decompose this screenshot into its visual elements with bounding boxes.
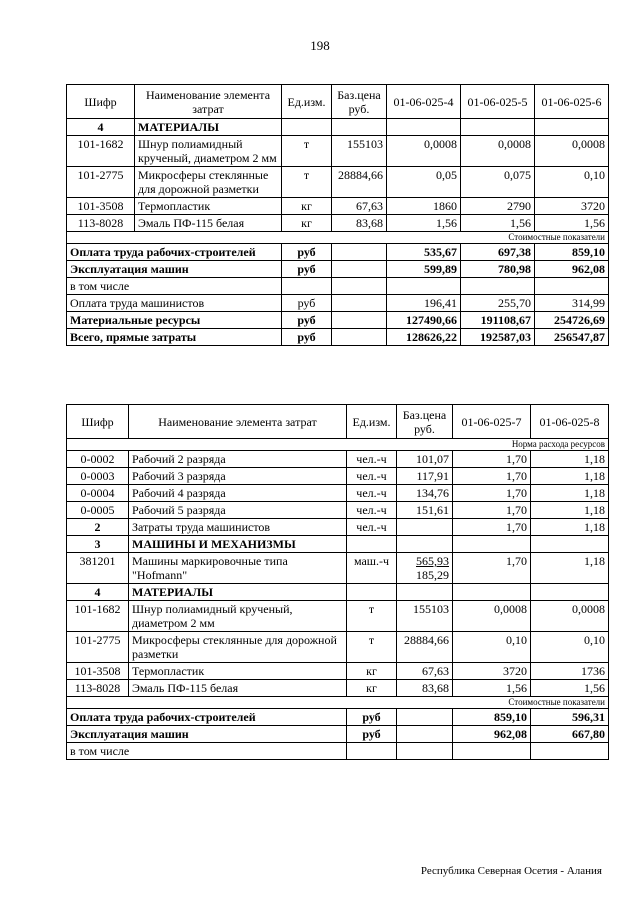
row-value: 0,075 [461,167,535,198]
cost-value: 859,10 [453,709,531,726]
row-unit: кг [282,215,332,232]
table-header-row [67,405,609,439]
row-value: 2790 [461,198,535,215]
cost-value: 859,10 [535,244,609,261]
empty-cell [397,584,453,601]
row-name: Рабочий 5 разряда [129,502,347,519]
section-code: 3 [67,536,129,553]
row-price: 83,68 [397,680,453,697]
header-col-1: 01-06-025-7 [453,405,531,439]
row-price: 67,63 [397,663,453,680]
cost-value: 599,89 [387,261,461,278]
row-value: 0,0008 [387,136,461,167]
cost-row [67,743,609,760]
machine-row [67,553,609,584]
row-price [397,519,453,536]
material-row [67,215,609,232]
row-code: 101-1682 [67,601,129,632]
row-name: Шнур полиамидный крученый, диаметром 2 мм [129,601,347,632]
worker-row [67,502,609,519]
row-code: 101-1682 [67,136,135,167]
cost-name: Оплата труда рабочих-строителей [67,244,282,261]
header-col-2: 01-06-025-8 [531,405,609,439]
empty-cell [332,278,387,295]
empty-cell [347,584,397,601]
row-name: Микросферы стеклянные для дорожной разметки [135,167,282,198]
row-unit: кг [347,663,397,680]
row-price: 28884,66 [332,167,387,198]
norm-label-row [67,439,609,451]
cost-value: 254726,69 [535,312,609,329]
empty-cell [332,295,387,312]
cost-value [453,743,531,760]
row-code: 2 [67,519,129,536]
cost-name: Эксплуатация машин [67,726,347,743]
empty-cell [531,536,609,553]
header-col-2: 01-06-025-5 [461,85,535,119]
material-row [67,601,609,632]
row-unit: кг [347,680,397,697]
header-name: Наименование элемента затрат [135,85,282,119]
cost-value: 127490,66 [387,312,461,329]
resource-table-2 [66,404,609,760]
row-value: 0,0008 [461,136,535,167]
row-value: 1,18 [531,553,609,584]
row-value: 1,56 [531,680,609,697]
header-code: Шифр [67,85,135,119]
row-value: 1,70 [453,485,531,502]
row-value: 3720 [535,198,609,215]
empty-cell [332,244,387,261]
cost-name: в том числе [67,743,347,760]
cost-value: 697,38 [461,244,535,261]
empty-cell [332,119,387,136]
row-name: Рабочий 4 разряда [129,485,347,502]
section-row [67,584,609,601]
row-code: 113-8028 [67,215,135,232]
material-row [67,663,609,680]
section-title: МАТЕРИАЛЫ [129,584,347,601]
row-value: 1,56 [461,215,535,232]
cost-value [531,743,609,760]
empty-cell [461,119,535,136]
row-price: 67,63 [332,198,387,215]
cost-row [67,261,609,278]
cost-row [67,312,609,329]
section-title: МАТЕРИАЛЫ [135,119,282,136]
row-unit: чел.-ч [347,502,397,519]
header-unit: Ед.изм. [347,405,397,439]
row-code: 101-3508 [67,198,135,215]
row-value: 0,0008 [535,136,609,167]
row-name: Рабочий 3 разряда [129,468,347,485]
row-name: Эмаль ПФ-115 белая [129,680,347,697]
row-code: 0-0004 [67,485,129,502]
material-row [67,680,609,697]
row-price: 151,61 [397,502,453,519]
row-value: 3720 [453,663,531,680]
cost-value: 128626,22 [387,329,461,346]
row-unit: чел.-ч [347,485,397,502]
row-unit: чел.-ч [347,519,397,536]
section-code: 4 [67,584,129,601]
section-code: 4 [67,119,135,136]
cost-row [67,295,609,312]
empty-cell [387,119,461,136]
cost-unit: руб [282,244,332,261]
cost-value: 256547,87 [535,329,609,346]
worker-row [67,485,609,502]
row-unit: т [347,601,397,632]
header-col-1: 01-06-025-4 [387,85,461,119]
cost-unit [282,278,332,295]
row-price: 117,91 [397,468,453,485]
cost-name: в том числе [67,278,282,295]
row-price: 83,68 [332,215,387,232]
row-code: 101-2775 [67,632,129,663]
cost-row [67,329,609,346]
cost-name: Оплата труда машинистов [67,295,282,312]
row-name: Машины маркировочные типа "Hofmann" [129,553,347,584]
cost-value: 667,80 [531,726,609,743]
section-row [67,119,609,136]
header-unit: Ед.изм. [282,85,332,119]
header-name: Наименование элемента затрат [129,405,347,439]
row-unit: т [282,167,332,198]
row-value: 1,70 [453,519,531,536]
worker-row [67,468,609,485]
row-value: 1,18 [531,519,609,536]
page-number: 198 [310,38,330,53]
row-unit: т [347,632,397,663]
cost-value: 314,99 [535,295,609,312]
row-value: 1,18 [531,485,609,502]
cost-unit: руб [282,312,332,329]
row-value: 0,10 [453,632,531,663]
row-code: 0-0002 [67,451,129,468]
row-value: 1,70 [453,468,531,485]
row-value: 1,18 [531,451,609,468]
empty-cell [453,584,531,601]
cost-value: 192587,03 [461,329,535,346]
row-code: 0-0003 [67,468,129,485]
cost-row [67,244,609,261]
row-name: Затраты труда машинистов [129,519,347,536]
row-code: 381201 [67,553,129,584]
row-value: 0,05 [387,167,461,198]
empty-cell [282,119,332,136]
machine-price-2: 185,29 [416,568,449,582]
row-code: 113-8028 [67,680,129,697]
row-value: 1,56 [453,680,531,697]
header-col-3: 01-06-025-6 [535,85,609,119]
material-row [67,167,609,198]
row-value: 1,18 [531,468,609,485]
row-name: Термопластик [135,198,282,215]
row-code: 101-2775 [67,167,135,198]
machine-price-1: 565,93 [416,554,449,568]
row-name: Шнур полиамидный крученый, диаметром 2 мм [135,136,282,167]
cost-label: Стоимостные показатели [67,232,609,244]
section-row [67,536,609,553]
empty-cell [332,312,387,329]
row-price: 155103 [397,601,453,632]
row-name: Рабочий 2 разряда [129,451,347,468]
material-row [67,632,609,663]
cost-value: 962,08 [535,261,609,278]
row-price: 155103 [332,136,387,167]
norm-label: Норма расхода ресурсов [67,439,609,451]
row-unit: маш.-ч [347,553,397,584]
cost-value: 962,08 [453,726,531,743]
cost-value [535,278,609,295]
material-row [67,136,609,167]
row-price: 134,76 [397,485,453,502]
row-unit: кг [282,198,332,215]
empty-cell [347,536,397,553]
row-price: 101,07 [397,451,453,468]
row-name: Микросферы стеклянные для дорожной разметки [129,632,347,663]
machinists-row [67,519,609,536]
cost-name: Оплата труда рабочих-строителей [67,709,347,726]
cost-unit: руб [282,261,332,278]
cost-unit: руб [282,295,332,312]
cost-name: Материальные ресурсы [67,312,282,329]
section-title: МАШИНЫ И МЕХАНИЗМЫ [129,536,347,553]
cost-value [461,278,535,295]
row-value: 0,0008 [531,601,609,632]
row-value: 1,70 [453,502,531,519]
row-value: 0,10 [535,167,609,198]
row-unit: чел.-ч [347,468,397,485]
row-price: 28884,66 [397,632,453,663]
row-value: 0,10 [531,632,609,663]
empty-cell [535,119,609,136]
resource-table-1 [66,84,609,346]
row-value: 1,18 [531,502,609,519]
cost-row [67,726,609,743]
cost-value: 255,70 [461,295,535,312]
cost-unit: руб [347,709,397,726]
header-price: Баз.цена руб. [332,85,387,119]
cost-name: Эксплуатация машин [67,261,282,278]
empty-cell [397,726,453,743]
cost-unit: руб [282,329,332,346]
worker-row [67,451,609,468]
cost-name: Всего, прямые затраты [67,329,282,346]
cost-unit [347,743,397,760]
row-value: 1,70 [453,451,531,468]
header-price: Баз.цена руб. [397,405,453,439]
region-footer: Республика Северная Осетия - Алания [420,865,602,877]
row-price [397,553,453,584]
row-value: 1,56 [535,215,609,232]
row-value: 1736 [531,663,609,680]
row-name: Эмаль ПФ-115 белая [135,215,282,232]
empty-cell [453,536,531,553]
cost-value: 596,31 [531,709,609,726]
table-header-row [67,85,609,119]
cost-value: 535,67 [387,244,461,261]
empty-cell [332,261,387,278]
cost-value: 191108,67 [461,312,535,329]
cost-value: 196,41 [387,295,461,312]
cost-row [67,709,609,726]
row-unit: т [282,136,332,167]
row-unit: чел.-ч [347,451,397,468]
cost-unit: руб [347,726,397,743]
empty-cell [531,584,609,601]
cost-label: Стоимостные показатели [67,697,609,709]
cost-row [67,278,609,295]
row-value: 1,56 [387,215,461,232]
cost-value: 780,98 [461,261,535,278]
row-value: 0,0008 [453,601,531,632]
row-value: 1,70 [453,553,531,584]
empty-cell [332,329,387,346]
row-value: 1860 [387,198,461,215]
header-code: Шифр [67,405,129,439]
empty-cell [397,743,453,760]
row-code: 0-0005 [67,502,129,519]
cost-label-row [67,697,609,709]
row-name: Термопластик [129,663,347,680]
material-row [67,198,609,215]
cost-value [387,278,461,295]
empty-cell [397,709,453,726]
cost-label-row [67,232,609,244]
row-code: 101-3508 [67,663,129,680]
empty-cell [397,536,453,553]
